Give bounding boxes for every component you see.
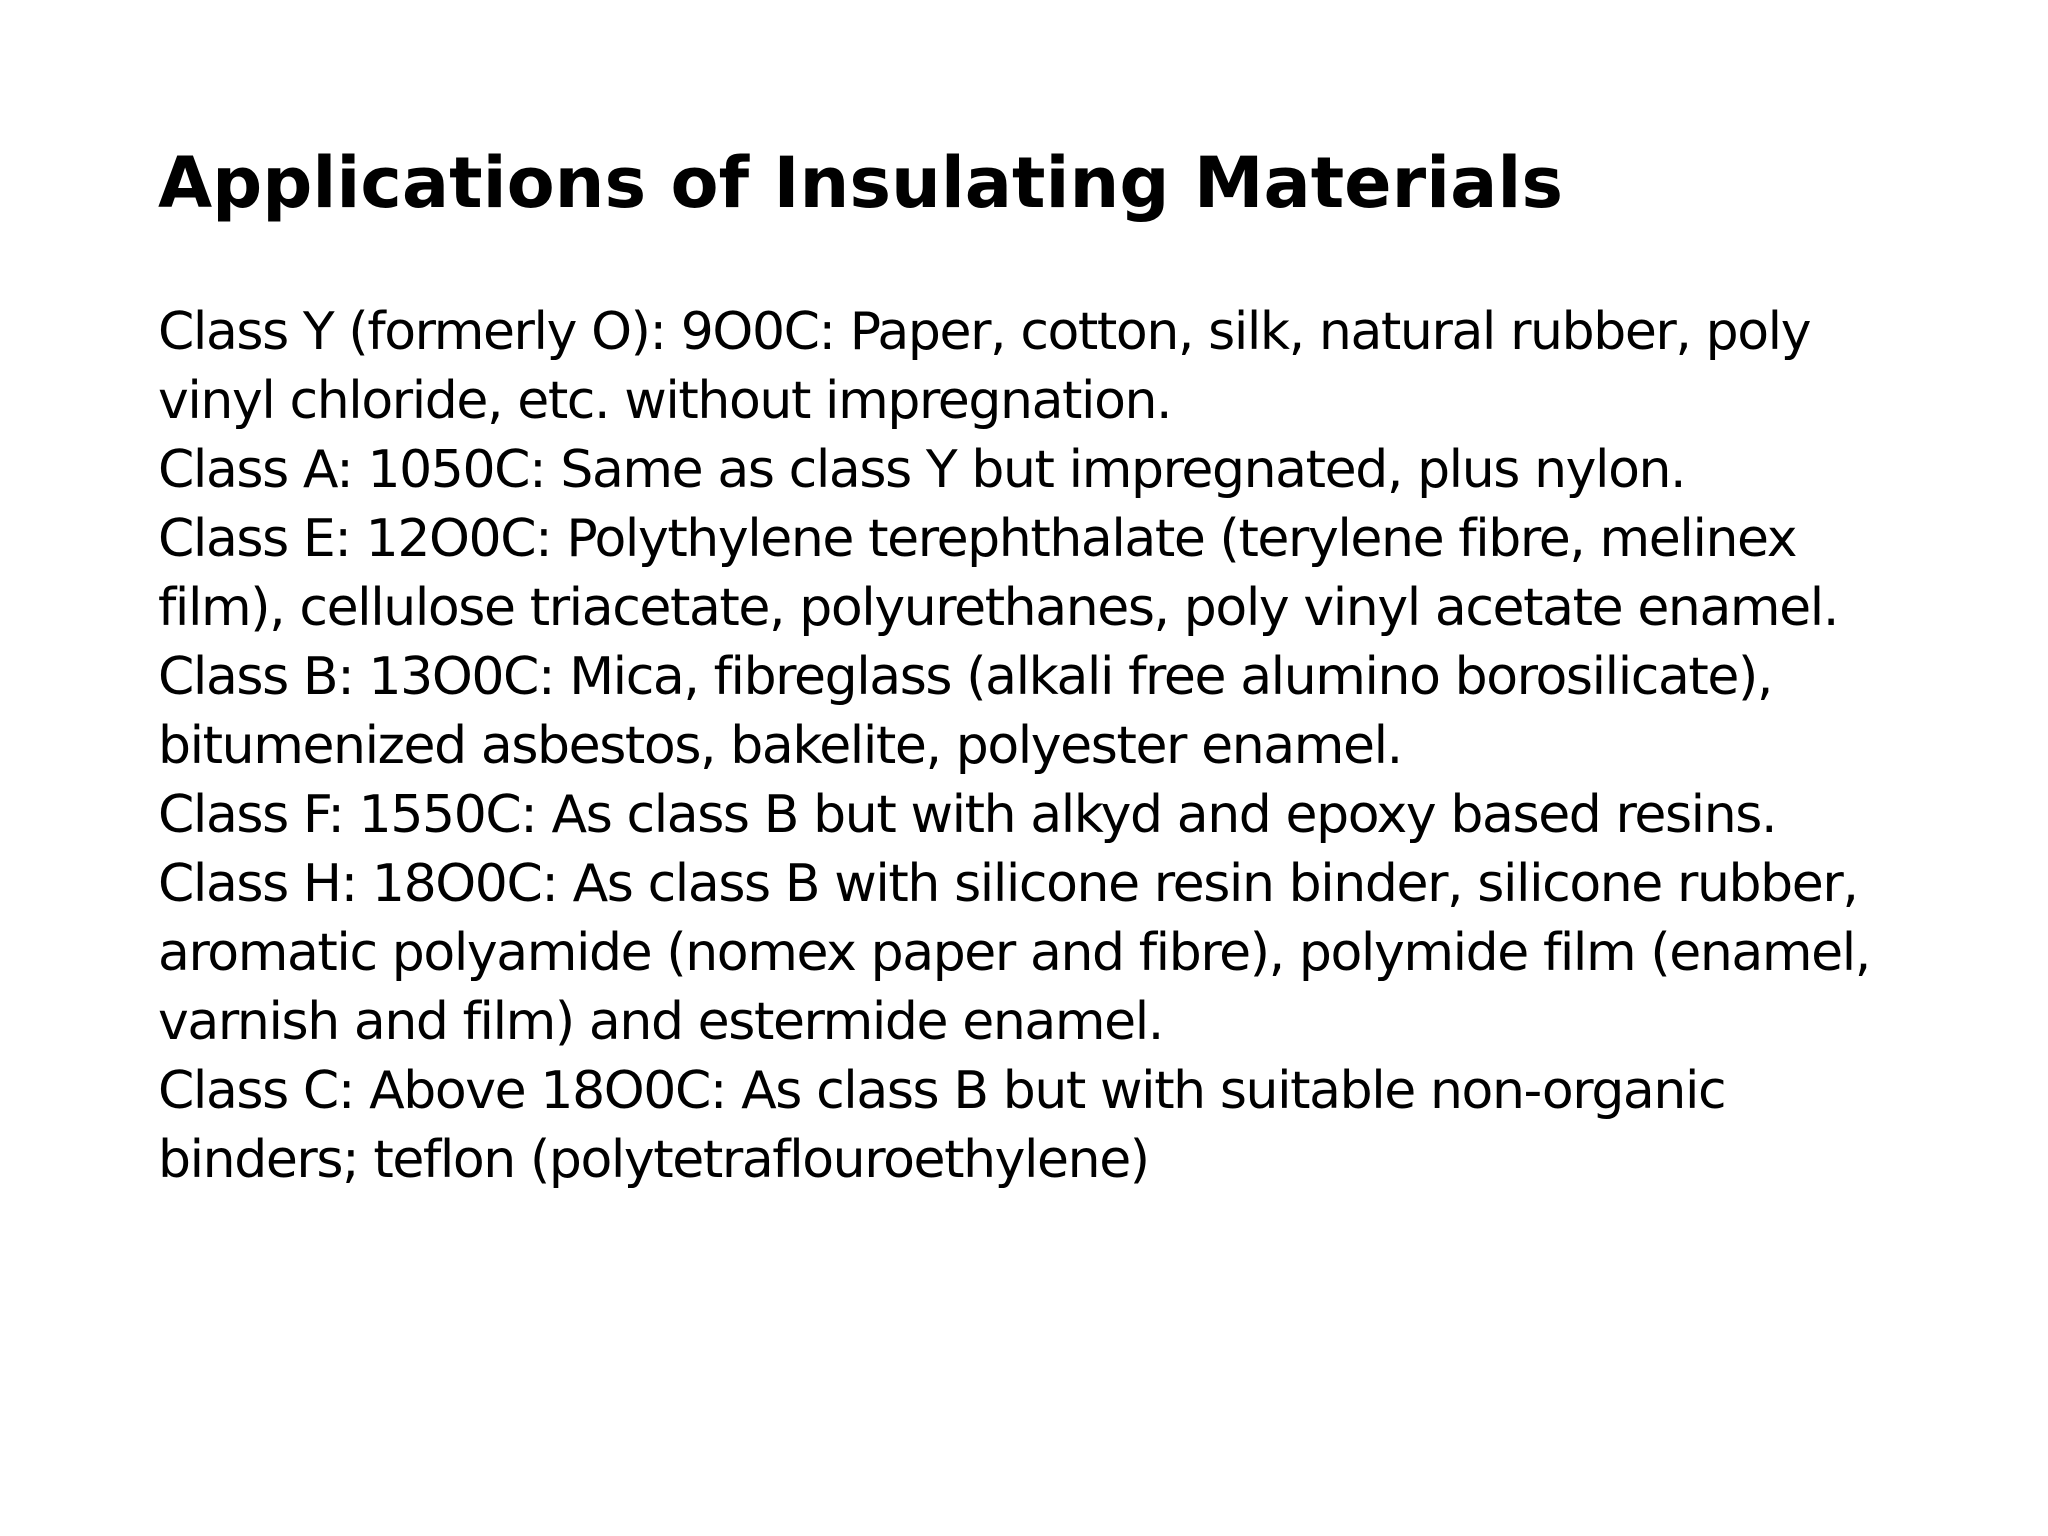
body-line: binders; teflon (polytetraflouroethylene)	[158, 1130, 1149, 1190]
body-line: film), cellulose triacetate, polyurethanes, poly vinyl acetate enamel.	[158, 578, 1838, 638]
body-line: Class F: 1550C: As class B but with alkyd and epoxy based resins.	[158, 785, 1777, 845]
body-line: vinyl chloride, etc. without impregnation.	[158, 371, 1172, 431]
body-line: aromatic polyamide (nomex paper and fibre), polymide film (enamel,	[158, 923, 1870, 983]
body-line: bitumenized asbestos, bakelite, polyester enamel.	[158, 716, 1402, 776]
body-line: varnish and film) and estermide enamel.	[158, 992, 1163, 1052]
slide-title: Applications of Insulating Materials	[158, 142, 1564, 224]
body-line: Class E: 12O0C: Polythylene terephthalate (terylene fibre, melinex	[158, 509, 1797, 569]
body-line: Class H: 18O0C: As class B with silicone resin binder, silicone rubber,	[158, 854, 1858, 914]
body-line: Class C: Above 18O0C: As class B but with suitable non-organic	[158, 1061, 1726, 1121]
body-line: Class A: 1050C: Same as class Y but impregnated, plus nylon.	[158, 440, 1686, 500]
body-line: Class B: 13O0C: Mica, fibreglass (alkali free alumino borosilicate),	[158, 647, 1773, 707]
body-line: Class Y (formerly O): 9O0C: Paper, cotton, silk, natural rubber, poly	[158, 302, 1811, 362]
slide-body	[158, 298, 1998, 1195]
